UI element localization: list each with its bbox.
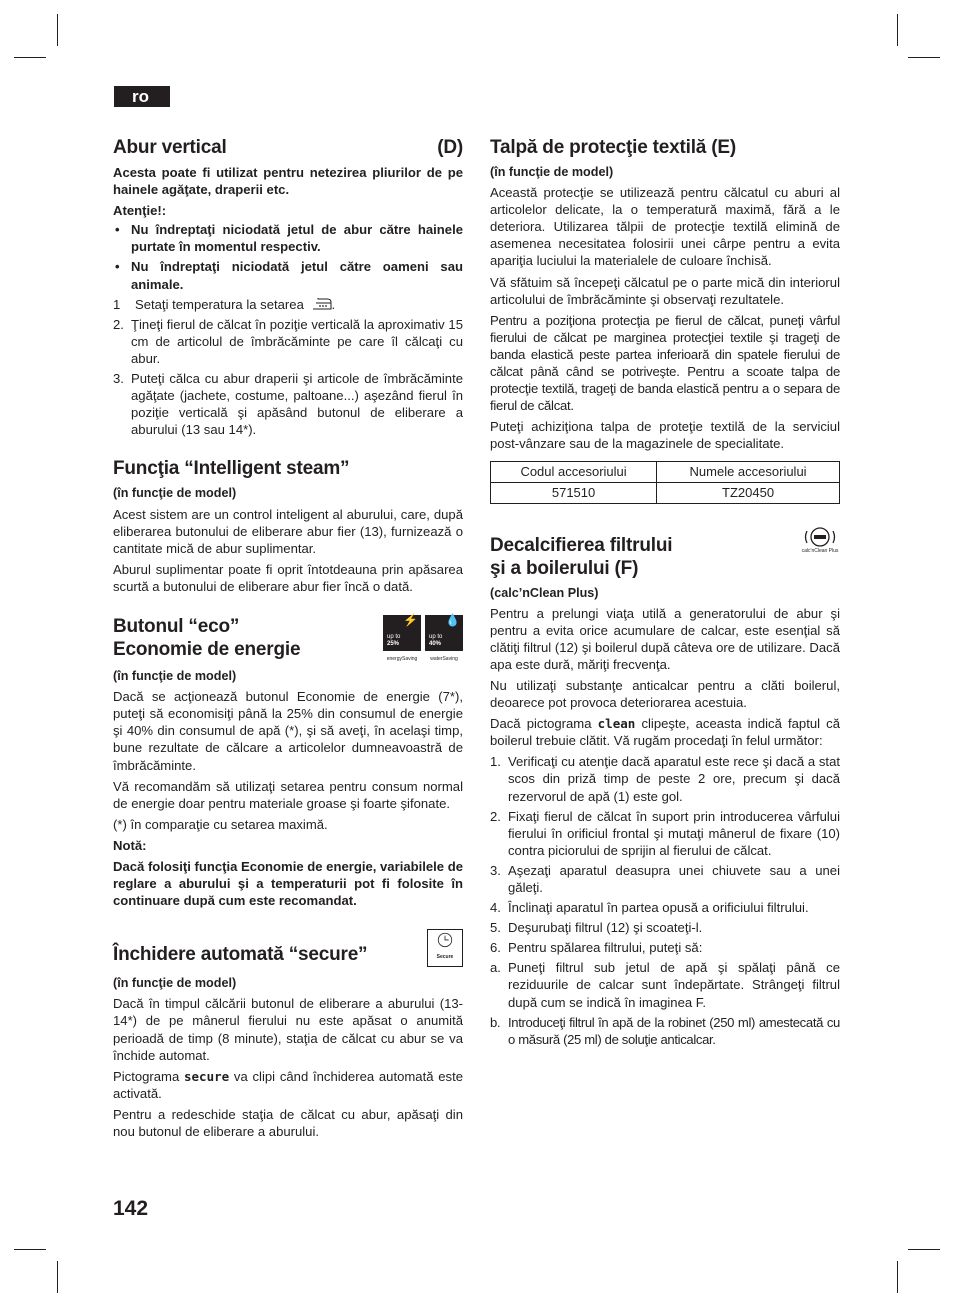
table-row [491, 482, 840, 503]
paragraph: Puteţi achiziţiona talpa de proteţie textilă de la serviciul post-vânzare sau de la magazinele de specialitate. [490, 419, 840, 452]
crop-mark [908, 57, 940, 58]
list-item: 2. Ţineţi fierul de călcat în poziţie verticală la aproximativ 15 cm de articolul de îmbrăcăminte pe care îl călcaţi cu abur. [113, 316, 463, 366]
paragraph: Pictograma secure va clipi când închiderea automată este activată. [113, 1068, 463, 1101]
list-item: • Nu îndreptaţi niciodată jetul către oameni sau animale. [113, 258, 463, 292]
section-title: Butonul “eco” Economie de energie [113, 615, 301, 660]
section-title: Talpă de protecţie textilă (E) [490, 137, 736, 158]
crop-mark [57, 14, 58, 46]
crop-mark [14, 1249, 46, 1250]
list-item: b. Introduceţi filtrul în apă de la robinet (250 ml) amestecată cu o măsură (25 ml) de soluţie anticalcar. [490, 1014, 840, 1047]
note-label: Notă: [113, 837, 147, 853]
left-column [113, 136, 463, 1144]
table-header-cell: Numele accesoriului [657, 461, 840, 482]
paragraph: Dacă în timpul călcării butonul de eliberare a aburului (13-14*) de pe mânerul fierului nu este apăsat o anumită perioadă de timp (8 minute), staţia de călcat cu abur se va închide automat. [113, 996, 463, 1063]
page-number: 142 [113, 1197, 149, 1220]
list-item: a. Puneţi filtrul sub jetul de apă şi spălaţi până ce reziduurile de calcar sunt îndepărtate. Strângeţi filtrul după cum se indică în imaginea F. [490, 960, 840, 1010]
list-item: 6. Pentru spălarea filtrului, puteţi să: [490, 940, 703, 956]
model-note: (în funcţie de model) [113, 669, 237, 684]
crop-mark [57, 1261, 58, 1293]
paragraph: Aburul suplimentar poate fi oprit întotdeauna prin apăsarea scurtă a butonului de eliberare abur fier încă o dată. [113, 561, 463, 594]
paragraph: Nu utilizaţi substanţe anticalcar pentru a clăti boilerul, deoarece pot provoca deteriorarea acestuia. [490, 677, 840, 711]
list-item: 3. Puteţi călca cu abur draperii şi articole de îmbrăcăminte agăţate (jachete, costume, paltoane...) aşezând fierul în poziţie verticală şi apăsând butonul de eliberare a aburului (13 sau 14*). [113, 371, 463, 438]
section-title: Închidere automată “secure” [113, 944, 368, 966]
paragraph: Pentru a redeschide staţia de călcat cu abur, apăsaţi din nou butonul de eliberare a aburului. [113, 1106, 463, 1140]
secure-clock-icon: Secure [427, 929, 463, 967]
model-note: (calc’nClean Plus) [490, 585, 599, 600]
model-note: (în funcţie de model) [490, 165, 614, 179]
right-column [490, 136, 840, 1051]
table-row [491, 461, 840, 482]
list-item: 5. Deşurubaţi filtrul (12) şi scoateţi-l. [490, 920, 703, 936]
attention-label: Atenţie!: [113, 203, 167, 219]
descale-steps-list [490, 753, 840, 1048]
section-descale-header [490, 526, 840, 585]
warning-list [113, 221, 463, 292]
paragraph: Pentru a prelungi viaţa utilă a generatorului de abur şi pentru a evita orice acumulare de calcar, este esenţial să clătiţi filtrul (12) şi boilerul după câteva ore de utilizare. Dacă apa este dură, măriţi frecvenţa. [490, 605, 840, 672]
model-note: (în funcţie de model) [113, 486, 237, 501]
eco-icons: ⚡ up to 25% energySaving 💧 up to 40% waterSaving [383, 615, 463, 668]
list-item: 1. Verificaţi cu atenţie dacă aparatul este rece şi dacă a stat scos din priză timp de peste 2 ore, precum şi dacă rezervorul de apă (1) este gol. [490, 754, 840, 804]
section-title: Decalcifierea filtrului şi a boilerului (F) [490, 534, 673, 579]
crop-mark [897, 1261, 898, 1293]
section-tag: (D) [437, 137, 463, 158]
model-note: (în funcţie de model) [113, 976, 237, 991]
list-item: 3. Aşezaţi aparatul deasupra unei chiuvete sau a unei găleţi. [490, 862, 840, 895]
table-cell: TZ20450 [657, 482, 840, 503]
list-item: 2. Fixaţi fierul de călcat în suport prin introducerea vârfului fierului în orificiul frontal şi mutaţi mânerul de fixare (10) contra piciorului de sprijin al fierului de călcat. [490, 808, 840, 858]
energy-saving-icon: ⚡ up to 25% [383, 615, 421, 651]
section-vertical-steam-header [113, 136, 463, 164]
calcnclean-icon: calc'nClean Plus [800, 526, 840, 554]
table-cell: 571510 [491, 482, 657, 503]
steps-list [113, 296, 463, 439]
paragraph: Vă sfătuim să începeţi călcatul pe o parte mică din interiorul articolului de îmbrăcăminte şi observaţi rezultatele. [490, 274, 840, 307]
crop-mark [14, 57, 46, 58]
section-eco-header [113, 612, 463, 668]
accessory-table [490, 461, 840, 504]
paragraph: Dacă se acţionează butonul Economie de energie (7*), puteţi să economisiţi până la 25% din consumul de energie şi 40% din consumul de apă (*), şi să aveţi, în acelaşi timp, bune rezultate de călcare a articolelor dumneavoastră de îmbrăcăminte. [113, 689, 463, 773]
paragraph: Această protecţie se utilizează pentru călcatul cu aburi al articolelor delicate, la o temperatură maximă, fără a le deteriora. Utilizarea tălpii de protecţie textilă elimină de asemenea necesitatea folosirii unei cârpe pentru a evita apariţia luciului la materialele de culoare închisă. [490, 185, 840, 269]
water-saving-icon: 💧 up to 40% [425, 615, 463, 651]
paragraph: Dacă pictograma clean clipeşte, aceasta indică faptul că boilerul trebuie clătit. Vă rugăm procedaţi în felul următor: [490, 716, 841, 749]
crop-mark [897, 14, 898, 46]
intro-text: Acesta poate fi utilizat pentru netezirea pliurilor de pe hainele agăţate, draperii etc. [113, 165, 463, 198]
crop-mark [908, 1249, 940, 1250]
list-item: 4. Înclinaţi aparatul în partea opusă a orificiului filtrului. [490, 900, 809, 916]
iron-three-dots-icon [312, 297, 332, 310]
language-tab: ro [114, 86, 170, 107]
list-item: • Nu îndreptaţi niciodată jetul de abur către hainele purtate în momentul respectiv. [113, 221, 463, 255]
paragraph: Vă recomandăm să utilizaţi setarea pentru consum normal de energie doar pentru materiale groase şi foarte şifonate. [113, 778, 463, 811]
section-secure-header [113, 929, 463, 971]
note-text: Dacă folosiţi funcţia Economie de energie, variabilele de reglare a aburului şi a temperaturii pot fi folosite în continuare după cum este recomandat. [113, 859, 464, 909]
section-title: Abur vertical [113, 137, 227, 158]
paragraph: (*) în comparaţie cu setarea maximă. [113, 816, 328, 832]
list-item: 1 Setaţi temperatura la setarea . [113, 296, 336, 312]
table-header-cell: Codul accesoriului [491, 461, 657, 482]
paragraph: Pentru a poziţiona protecţia pe fierul de călcat, puneţi vârful fierului de călcat pe marginea protecţiei textile şi trageţi de banda elastică peste partea inferioară din spatele fierului de călcat până când se potriveşte. Pentru a scoate talpa de protecţie textilă, trageţi de banda elastică pentru a o separa de fierul de călcat. [490, 312, 840, 414]
section-title: Funcţia “Intelligent steam” [113, 458, 350, 480]
paragraph: Acest sistem are un control inteligent al aburului, care, după eliberarea butonului de eliberare abur fier (13), furnizează o cantitate mică de abur suplimentar. [113, 506, 463, 556]
